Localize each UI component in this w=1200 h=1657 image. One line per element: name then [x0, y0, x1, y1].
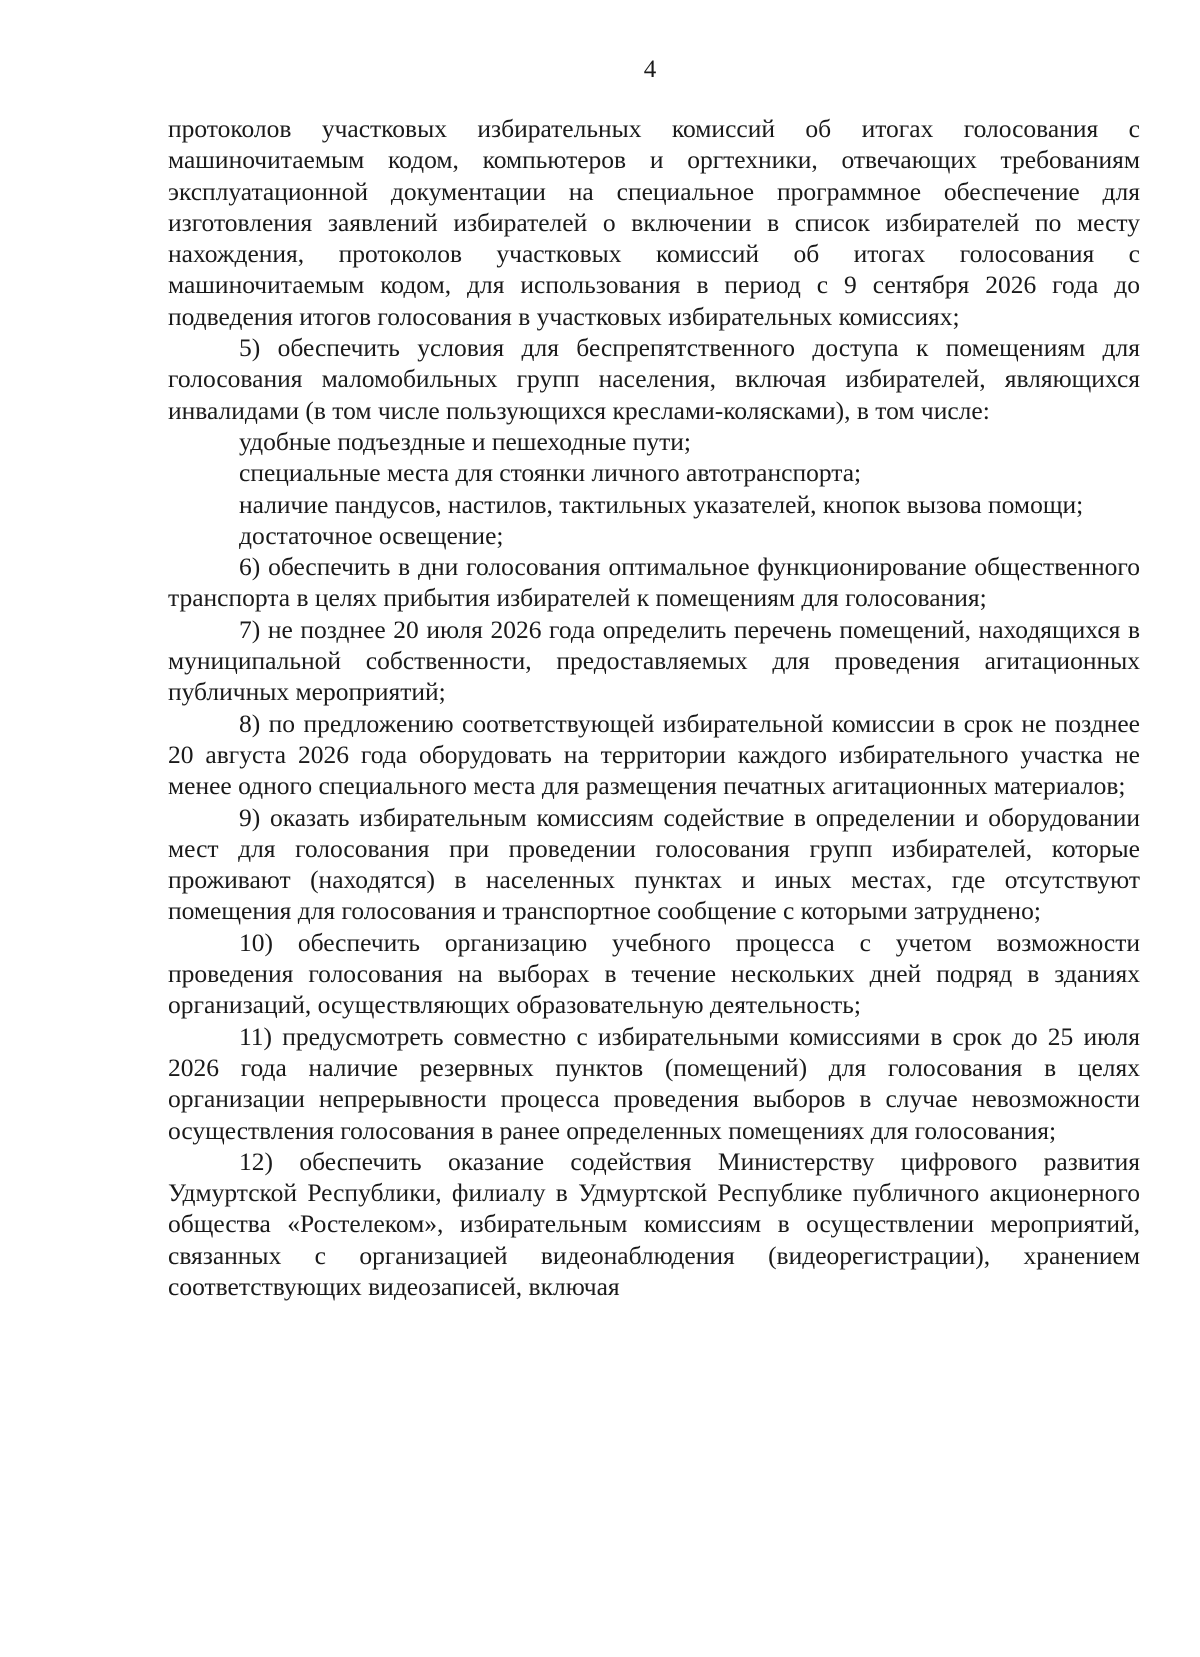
- paragraph-item-8: 8) по предложению соответствующей избирательной комиссии в срок не позднее 20 августа 2026 года оборудовать на территории каждого избирательного участка не менее одного специального места для размещения печатных агитационных материалов;: [168, 708, 1140, 801]
- paragraph-subitem-lighting: достаточное освещение;: [239, 520, 504, 550]
- paragraph-subitem-ramps: наличие пандусов, настилов, тактильных указателей, кнопок вызова помощи;: [239, 489, 1084, 519]
- page-number: 4: [643, 56, 657, 83]
- paragraph-item-5: 5) обеспечить условия для беспрепятственного доступа к помещениям для голосования маломобильных групп населения, включая избирателей, являющихся инвалидами (в том числе пользующихся креслами-колясками), в том числе:: [168, 333, 1140, 425]
- document-body: [168, 113, 1140, 1302]
- paragraph-subitem-parking: специальные места для стоянки личного автотранспорта;: [239, 458, 862, 488]
- paragraph-item-11: 11) предусмотреть совместно с избирательными комиссиями в срок до 25 июля 2026 года наличие резервных пунктов (помещений) для голосования в целях организации непрерывности процесса проведения выборов в случае невозможности осуществления голосования в ранее определенных помещениях для голосования;: [168, 1021, 1140, 1145]
- paragraph-item-9: 9) оказать избирательным комиссиям содействие в определении и оборудовании мест для голосования при проведении голосования групп избирателей, которые проживают (находятся) в населенных пунктах и иных местах, где отсутствуют помещения для голосования и транспортное сообщение с которыми затруднено;: [168, 802, 1140, 926]
- paragraph-continuation: протоколов участковых избирательных комиссий об итогах голосования с машиночитаемым кодом, компьютеров и оргтехники, отвечающих требованиям эксплуатационной документации на специальное программное обеспечение для изготовления заявлений избирателей о включении в список избирателей по месту нахождения, протоколов участковых комиссий об итогах голосования с машиночитаемым кодом, для использования в период с 9 сентября 2026 года до подведения итогов голосования в участковых избирательных комиссиях;: [168, 114, 1140, 331]
- paragraph-item-6: 6) обеспечить в дни голосования оптимальное функционирование общественного транспорта в целях прибытия избирателей к помещениям для голосования;: [168, 552, 1140, 613]
- paragraph-subitem-access-roads: удобные подъездные и пешеходные пути;: [239, 426, 691, 456]
- paragraph-item-10: 10) обеспечить организацию учебного процесса с учетом возможности проведения голосования на выборах в течение нескольких дней подряд в зданиях организаций, осуществляющих образовательную деятельность;: [168, 927, 1140, 1020]
- paragraph-item-7: 7) не позднее 20 июля 2026 года определить перечень помещений, находящихся в муниципальной собственности, предоставляемых для проведения агитационных публичных мероприятий;: [168, 614, 1140, 707]
- paragraph-item-12: 12) обеспечить оказание содействия Министерству цифрового развития Удмуртской Республики, филиалу в Удмуртской Республике публичного акционерного общества «Ростелеком», избирательным комиссиям в осуществлении мероприятий, связанных с организацией видеонаблюдения (видеорегистрации), хранением соответствующих видеозаписей, включая: [168, 1146, 1140, 1301]
